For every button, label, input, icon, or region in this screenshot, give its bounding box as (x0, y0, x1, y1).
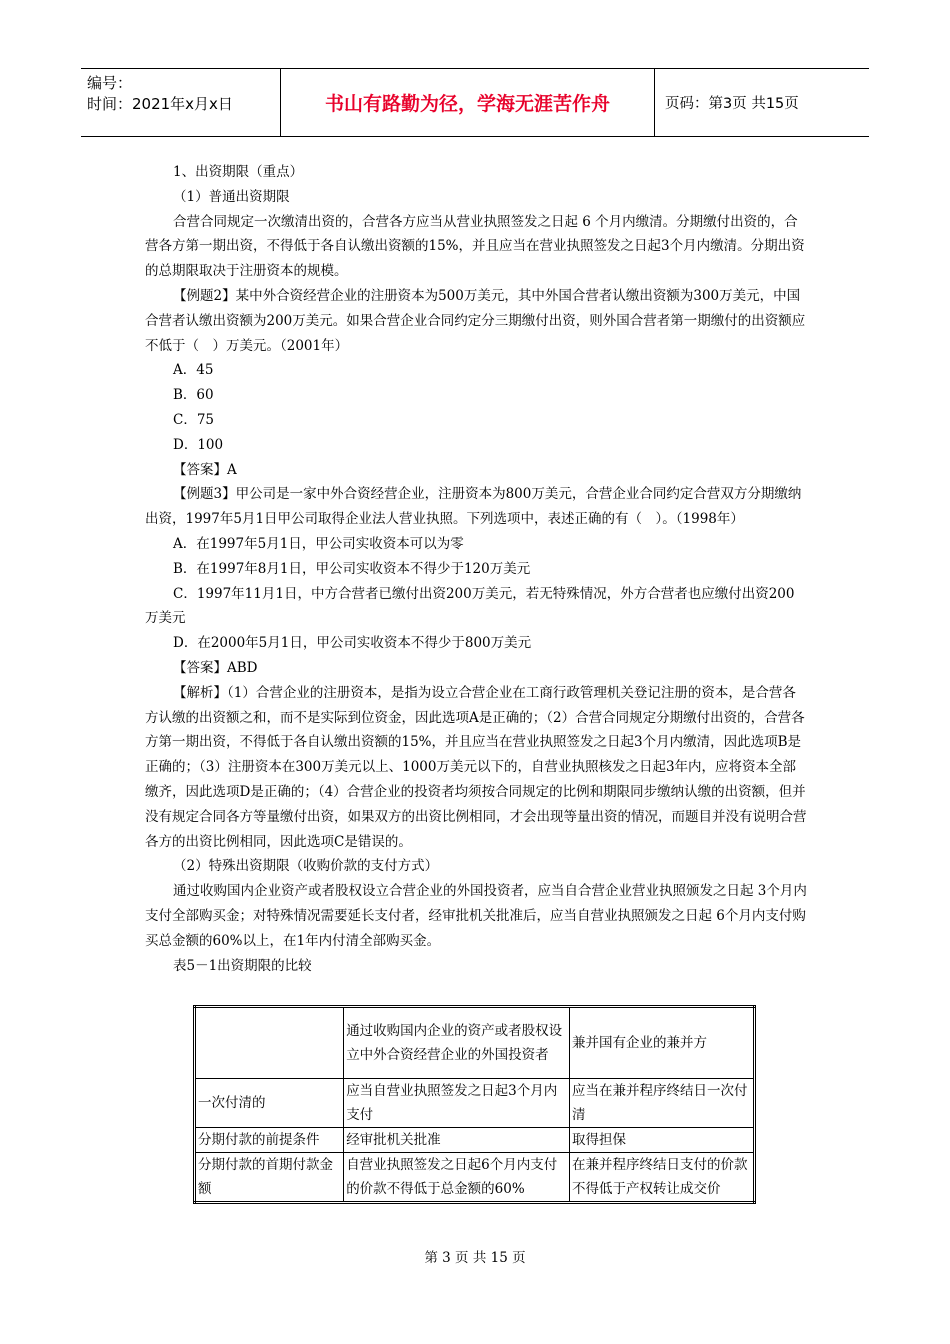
paragraph: 通过收购国内企业资产或者股权设立合营企业的外国投资者，应当自合营企业营业执照颁发之日起 3个月内支付全部购买金；对特殊情况需要延长支付者，经审批机关批准后，应当自营业执照颁发之日起 6个月内支付购买总金额的60%以上，在1年内付清全部购买金。 (145, 883, 807, 949)
table-cell (195, 1007, 344, 1079)
answer: 【答案】A (173, 461, 237, 478)
option: D．在2000年5月1日，甲公司实收资本不得少于800万美元 (173, 635, 532, 652)
table-cell: 兼并国有企业的兼并方 (570, 1007, 755, 1079)
answer: 【答案】ABD (173, 659, 258, 676)
example-question: 【例题3】甲公司是一家中外合资经营企业，注册资本为800万美元，合营企业合同约定合营双方分期缴纳出资，1997年5月1日甲公司取得企业法人营业执照。下列选项中，表述正确的有（ ）。（1998年） (145, 486, 802, 528)
table-cell: 在兼并程序终结日支付的价款不得低于产权转让成交价 (570, 1153, 755, 1203)
explanation: 【解析】（1）合营企业的注册资本，是指为设立合营企业在工商行政管理机关登记注册的资本，是合营各方认缴的出资额之和，而不是实际到位资金，因此选项A是正确的；（2）合营合同规定分期缴付出资的，合营各方第一期出资，不得低于各自认缴出资额的15%，并且应当在营业执照签发之日起3个月内缴清，因此选项B是正确的；（3）注册资本在300万美元以上、1000万美元以下的，自营业执照核发之日起3年内，应将资本全部缴齐，因此选项D是正确的；（4）合营企业的投资者均须按合同规定的比例和期限同步缴纳认缴的出资额，但并没有规定合同各方等量缴付出资，如果双方的出资比例相同，才会出现等量出资的情况，而题目并没有说明合营各方的出资比例相同，因此选项C是错误的。 (145, 684, 807, 850)
header-page-label: 页码：第3页 共15页 (665, 96, 799, 112)
table-cell: 取得担保 (570, 1128, 755, 1153)
document-body (145, 160, 807, 978)
option: C．75 (173, 411, 215, 428)
table-cell: 分期付款的前提条件 (195, 1128, 344, 1153)
example-question: 【例题2】某中外合资经营企业的注册资本为500万美元，其中外国合营者认缴出资额为300万美元，中国合营者认缴出资额为200万美元。如果合营企业合同约定分三期缴付出资，则外国合营者第一期缴付的出资额应不低于（ ）万美元。（2001年） (145, 287, 806, 354)
paragraph: 合营合同规定一次缴清出资的，合营各方应当从营业执照签发之日起 6 个月内缴清。分期缴付出资的，合营各方第一期出资，不得低于各自认缴出资额的15%，并且应当在营业执照签发之日起3个月内缴清。分期出资的总期限取决于注册资本的规模。 (145, 213, 805, 280)
subsection-heading: （1）普通出资期限 (173, 188, 290, 205)
option: D．100 (173, 436, 224, 453)
table-cell: 应当在兼并程序终结日一次付清 (570, 1079, 755, 1128)
table-header-row (195, 1007, 755, 1079)
table-cell: 应当自营业执照签发之日起3个月内支付 (344, 1079, 570, 1128)
document-number-label: 编号： (87, 74, 133, 92)
option: C．1997年11月1日，中方合营者已缴付出资200万美元，若无特殊情况，外方合营者也应缴付出资200万美元 (145, 585, 795, 627)
table-cell: 自营业执照签发之日起6个月内支付的价款不得低于总金额的60% (344, 1153, 570, 1203)
subsection-heading: （2）特殊出资期限（收购价款的支付方式） (173, 858, 439, 875)
comparison-table (193, 1005, 756, 1204)
table-cell: 分期付款的首期付款金额 (195, 1153, 344, 1203)
option: A．45 (173, 362, 214, 379)
page-footer: 第 3 页 共 15 页 (424, 1250, 526, 1266)
option: B．在1997年8月1日，甲公司实收资本不得少于120万美元 (173, 560, 531, 577)
table-cell: 经审批机关批准 (344, 1128, 570, 1153)
document-time-label: 时间：2021年x月x日 (87, 95, 233, 113)
header-meta (81, 69, 281, 136)
table-caption: 表5－1出资期限的比较 (173, 957, 312, 974)
option: A．在1997年5月1日，甲公司实收资本可以为零 (173, 535, 464, 552)
table-cell: 通过收购国内企业的资产或者股权设立中外合资经营企业的外国投资者 (344, 1007, 570, 1079)
table-row (195, 1153, 755, 1203)
table-row (195, 1079, 755, 1128)
table-cell: 一次付清的 (195, 1079, 344, 1128)
page-header (81, 68, 869, 137)
header-motto: 书山有路勤为径，学海无涯苦作舟 (281, 69, 655, 136)
option: B．60 (173, 387, 214, 404)
section-heading: 1、出资期限（重点） (173, 164, 304, 180)
table-row (195, 1128, 755, 1153)
